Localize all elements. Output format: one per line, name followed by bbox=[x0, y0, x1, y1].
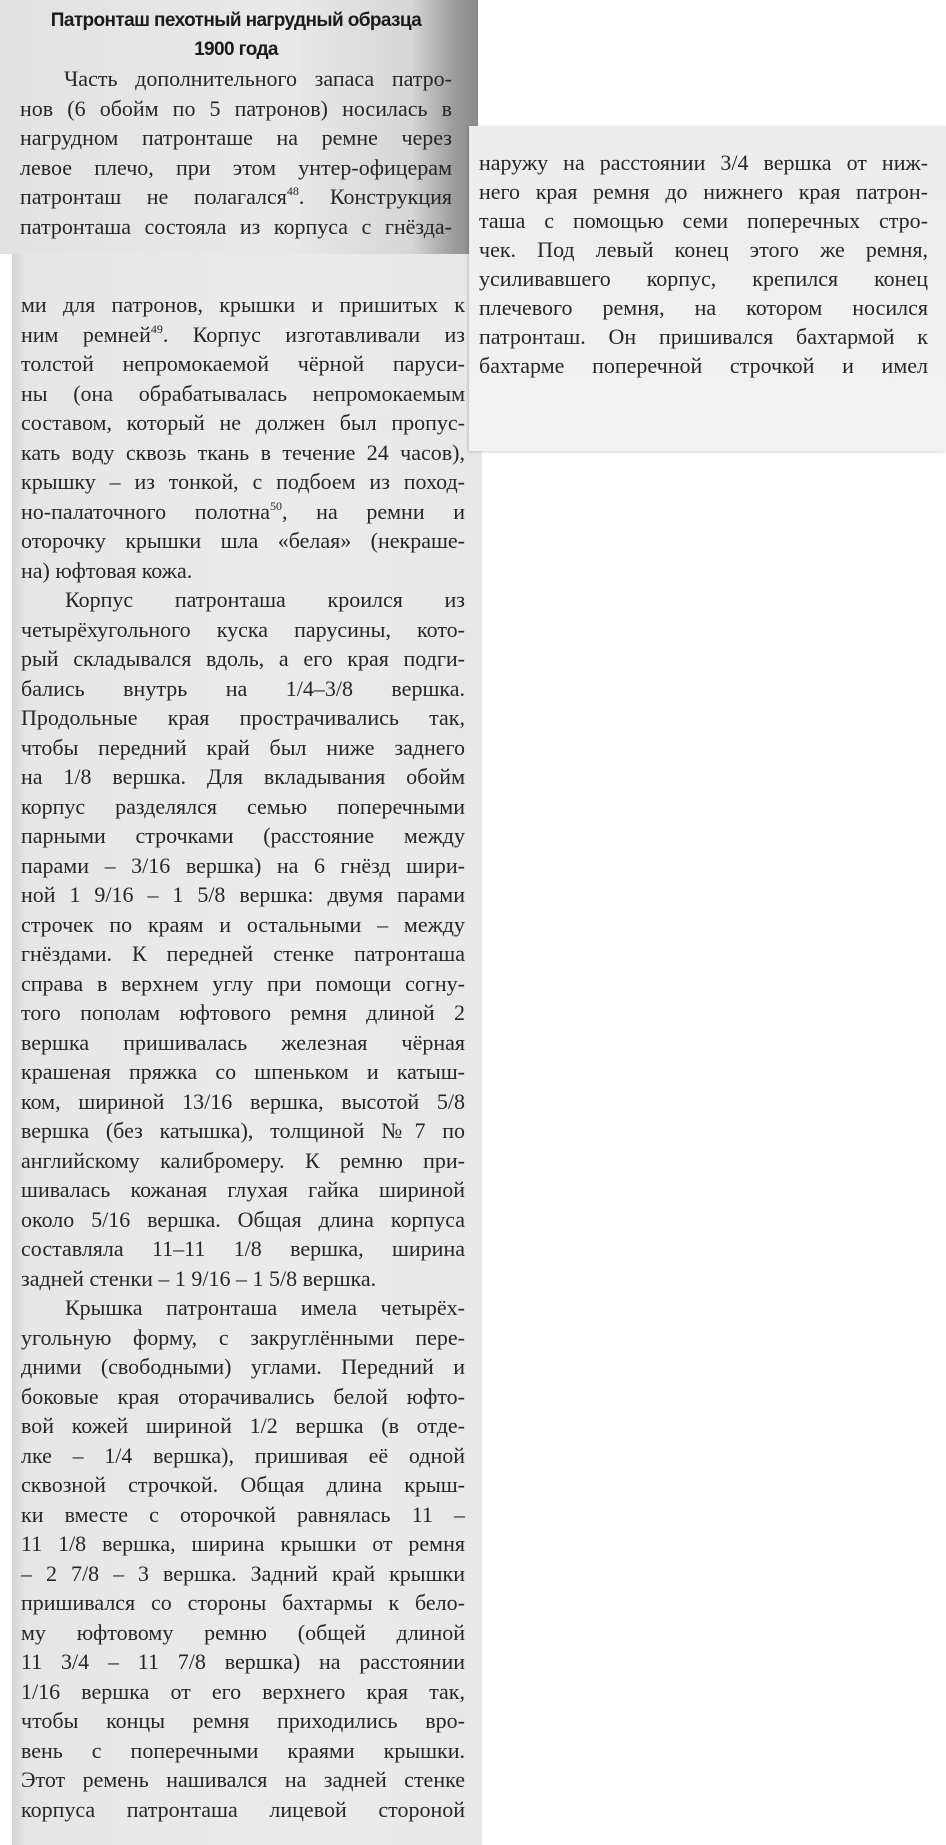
line-text: ны (она обрабатывалась непромокаемым bbox=[21, 380, 465, 406]
line-text: вершка (без катышка), толщиной №7 по bbox=[21, 1118, 465, 1143]
line-text: задней стенки – 1 9/16 – 1 5/8 вершка. bbox=[21, 1265, 377, 1291]
text-line bbox=[21, 556, 465, 586]
line-text: чек. Под левый конец этого же ремня, bbox=[479, 237, 928, 262]
line-text: Этот ремень нашивался на задней стенке bbox=[21, 1767, 465, 1792]
text-line bbox=[21, 320, 465, 350]
text-line bbox=[479, 293, 928, 322]
line-text: строчек по краям и остальными – между bbox=[21, 911, 465, 937]
line-text: составом, который не должен был пропус- bbox=[21, 410, 465, 435]
line-text: около 5/16 вершка. Общая длина корпуса bbox=[21, 1206, 465, 1232]
text-line bbox=[21, 1323, 465, 1353]
text-line bbox=[21, 1559, 465, 1589]
footnote-ref: 48 bbox=[286, 184, 299, 198]
text-line bbox=[21, 674, 465, 704]
text-line bbox=[21, 497, 465, 527]
text-line bbox=[21, 1175, 465, 1205]
text-line bbox=[21, 379, 465, 409]
text-line bbox=[21, 1352, 465, 1382]
text-line bbox=[21, 1411, 465, 1441]
line-text: патронташ не полагался bbox=[20, 184, 287, 209]
text-line bbox=[21, 1706, 465, 1736]
text-line bbox=[21, 1057, 465, 1087]
line-text: на 1/8 вершка. Для вкладывания обойм bbox=[21, 764, 465, 789]
text-line bbox=[21, 969, 465, 999]
line-text: пришивался со стороны бахтармы к бело- bbox=[21, 1590, 465, 1615]
line-text: 11 3/4 – 11 7/8 вершка) на расстоянии bbox=[21, 1649, 465, 1674]
text-line bbox=[21, 998, 465, 1028]
text-line bbox=[21, 585, 465, 615]
text-line bbox=[21, 1293, 465, 1323]
article-title bbox=[20, 6, 452, 64]
line-text: английскому калибромеру. К ремню при- bbox=[21, 1147, 465, 1173]
text-line bbox=[479, 177, 928, 206]
line-text: сквозной строчкой. Общая длина крыш- bbox=[21, 1472, 465, 1497]
line-text: угольную форму, с закруглёнными пере- bbox=[21, 1324, 465, 1350]
line-text: того пополам юфтового ремня длиной 2 bbox=[21, 1000, 465, 1025]
text-line bbox=[21, 1146, 465, 1176]
text-line bbox=[21, 1795, 465, 1825]
line-text: боковые края оторачивались белой юфто- bbox=[21, 1383, 465, 1409]
text-line bbox=[21, 644, 465, 674]
footnote-ref: 50 bbox=[270, 498, 283, 513]
line-text: плечевого ремня, на котором носился bbox=[479, 295, 928, 320]
line-text: на) юфтовая кожа. bbox=[21, 557, 193, 583]
text-line bbox=[21, 615, 465, 645]
text-line bbox=[21, 733, 465, 763]
text-column bbox=[20, 64, 452, 241]
line-text: ком, шириной 13/16 вершка, высотой 5/8 bbox=[21, 1088, 465, 1114]
line-text: гнёздами. К передней стенке патронташа bbox=[21, 941, 465, 966]
line-text: Продольные края прострачивались так, bbox=[21, 705, 465, 730]
text-line bbox=[21, 762, 465, 792]
page-fragment-top bbox=[0, 0, 478, 254]
text-line bbox=[21, 290, 465, 320]
page-fragment-left bbox=[12, 254, 482, 1845]
line-text: корпуса патронташа лицевой стороной bbox=[21, 1796, 465, 1822]
line-text: бахтарме поперечной строчкой и имел bbox=[479, 353, 928, 378]
line-text: левое плечо, при этом унтер-офицерам bbox=[20, 154, 452, 180]
footnote-ref: 49 bbox=[150, 321, 163, 336]
line-text: но-палаточного полотна bbox=[21, 498, 271, 524]
line-text: оторочку крышки шла «белая» (некраше- bbox=[21, 528, 465, 553]
text-line bbox=[21, 1677, 465, 1707]
line-text: нагрудном патронташе на ремне через bbox=[20, 125, 452, 150]
line-text: таша с помощью семи поперечных стро- bbox=[479, 208, 928, 233]
text-line bbox=[21, 1736, 465, 1766]
text-column bbox=[479, 148, 928, 380]
line-text: ми для патронов, крышки и пришитых к bbox=[21, 292, 465, 317]
text-line bbox=[21, 1264, 465, 1294]
line-text: корпус разделялся семью поперечными bbox=[21, 793, 465, 819]
text-line bbox=[479, 322, 928, 351]
text-line bbox=[479, 351, 928, 380]
line-text: ки вместе с оторочкой равнялась 11 – bbox=[21, 1501, 465, 1527]
article-title-line: 1900 года bbox=[194, 39, 278, 60]
line-text: четырёхугольного куска парусины, кото- bbox=[21, 616, 465, 642]
line-text: вень с поперечными краями крышки. bbox=[21, 1737, 465, 1763]
text-line bbox=[21, 408, 465, 438]
text-line bbox=[21, 880, 465, 910]
text-line bbox=[21, 792, 465, 822]
text-line bbox=[21, 438, 465, 468]
line-text: . Конструкция bbox=[298, 184, 452, 209]
line-text: нов (6 обойм по 5 патронов) носилась в bbox=[20, 95, 452, 121]
text-line bbox=[21, 1500, 465, 1530]
text-line bbox=[21, 1470, 465, 1500]
page-fragment-right bbox=[469, 126, 946, 451]
text-line bbox=[20, 182, 452, 212]
line-text: ним ремней bbox=[21, 321, 151, 347]
line-text: чтобы передний край был ниже заднего bbox=[21, 734, 465, 760]
line-text: кать воду сквозь ткань в течение 24 часов), bbox=[21, 439, 465, 465]
line-text: Часть дополнительного запаса патро- bbox=[64, 66, 452, 91]
text-line bbox=[21, 526, 465, 556]
line-text: бались внутрь на 1/4–3/8 вершка. bbox=[21, 675, 465, 701]
text-line bbox=[21, 1441, 465, 1471]
line-text: 1/16 вершка от его верхнего края так, bbox=[21, 1678, 465, 1704]
line-text: . Корпус изготавливали из bbox=[162, 321, 465, 347]
line-text: крашеная пряжка со шпеньком и катыш- bbox=[21, 1059, 465, 1084]
text-line bbox=[479, 206, 928, 235]
line-text: парами – 3/16 вершка) на 6 гнёзд шири- bbox=[21, 852, 465, 878]
line-text: 11 1/8 вершка, ширина крышки от ремня bbox=[21, 1531, 465, 1556]
text-line bbox=[21, 851, 465, 881]
line-text: вершка пришивалась железная чёрная bbox=[21, 1029, 465, 1055]
line-text: чтобы концы ремня приходились вро- bbox=[21, 1708, 465, 1733]
text-line bbox=[479, 235, 928, 264]
line-text: , на ремни и bbox=[282, 498, 466, 524]
text-line bbox=[20, 94, 452, 124]
text-line bbox=[20, 212, 452, 242]
line-text: крышку – из тонкой, с подбоем из поход- bbox=[21, 469, 465, 494]
text-line bbox=[21, 1765, 465, 1795]
text-line bbox=[21, 1205, 465, 1235]
text-line bbox=[21, 1588, 465, 1618]
line-text: вой кожей шириной 1/2 вершка (в отде- bbox=[21, 1413, 465, 1438]
text-line bbox=[21, 1647, 465, 1677]
line-text: – 2 7/8 – 3 вершка. Задний край крышки bbox=[21, 1560, 465, 1586]
text-column bbox=[21, 290, 465, 1824]
article-title-line: Патронташ пехотный нагрудный образца bbox=[50, 10, 422, 31]
text-line bbox=[21, 1028, 465, 1058]
line-text: него края ремня до нижнего края патрон- bbox=[479, 179, 928, 204]
text-line bbox=[20, 123, 452, 153]
text-line bbox=[21, 1234, 465, 1264]
line-text: наружу на расстоянии 3/4 вершка от ниж- bbox=[479, 150, 928, 175]
text-line bbox=[21, 821, 465, 851]
text-line bbox=[21, 1618, 465, 1648]
text-line bbox=[21, 1087, 465, 1117]
line-text: составляла 11–11 1/8 вершка, ширина bbox=[21, 1236, 465, 1261]
line-text: патронташа состояла из корпуса с гнёзда- bbox=[20, 213, 452, 239]
line-text: Корпус патронташа кроился из bbox=[65, 587, 465, 612]
text-line bbox=[21, 1116, 465, 1146]
text-line bbox=[21, 1529, 465, 1559]
line-text: Крышка патронташа имела четырёх- bbox=[65, 1295, 465, 1320]
text-line bbox=[20, 153, 452, 183]
text-line bbox=[21, 1382, 465, 1412]
line-text: шивалась кожаная глухая гайка шириной bbox=[21, 1177, 465, 1202]
text-line bbox=[479, 148, 928, 177]
text-line bbox=[21, 349, 465, 379]
line-text: лке – 1/4 вершка), пришивая её одной bbox=[21, 1442, 465, 1468]
text-line bbox=[21, 703, 465, 733]
line-text: дними (свободными) углами. Передний и bbox=[21, 1354, 465, 1379]
text-line bbox=[21, 467, 465, 497]
line-text: рый складывался вдоль, а его края подги- bbox=[21, 646, 465, 671]
line-text: усиливавшего корпус, крепился конец bbox=[479, 266, 928, 291]
text-line bbox=[479, 264, 928, 293]
text-line bbox=[20, 64, 452, 94]
line-text: парными строчками (расстояние между bbox=[21, 823, 465, 848]
line-text: му юфтовому ремню (общей длиной bbox=[21, 1619, 465, 1645]
text-line bbox=[21, 939, 465, 969]
line-text: справа в верхнем углу при помощи согну- bbox=[21, 970, 465, 996]
line-text: толстой непромокаемой чёрной паруси- bbox=[21, 351, 465, 376]
text-line bbox=[21, 910, 465, 940]
line-text: ной 1 9/16 – 1 5/8 вершка: двумя парами bbox=[21, 882, 465, 907]
line-text: патронташ. Он пришивался бахтармой к bbox=[479, 324, 928, 349]
